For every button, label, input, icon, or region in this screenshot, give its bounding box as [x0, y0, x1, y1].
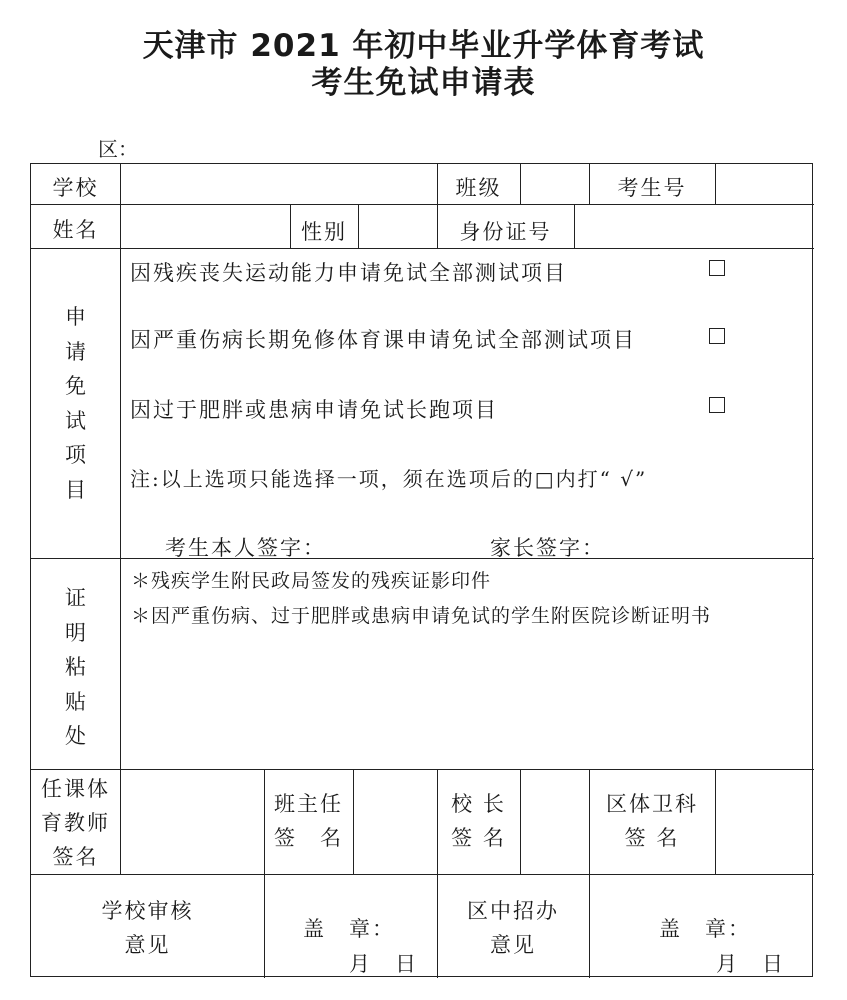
exemption-items-label [31, 300, 120, 507]
proof-attachment-label [31, 581, 120, 754]
class-field[interactable] [522, 166, 587, 202]
row-divider [31, 558, 814, 559]
district-date-label: 月 日 [716, 952, 785, 976]
label-line: 班主任 [274, 792, 343, 816]
label-line: 签 名 [624, 826, 680, 850]
label-char: 免 [65, 374, 86, 398]
id-number-field[interactable] [576, 206, 811, 246]
gender-field[interactable] [360, 206, 435, 246]
label-line: 签名 [52, 845, 99, 869]
principal-signature-field[interactable] [522, 771, 587, 872]
option-serious-injury: 因严重伤病长期免修体育课申请免试全部测试项目 [130, 328, 636, 352]
label-line: 意见 [124, 933, 171, 957]
name-field[interactable] [122, 206, 288, 246]
selection-note: 注:以上选项只能选择一项，须在选项后的□内打“ √” [130, 467, 648, 491]
label-char: 项 [65, 443, 86, 467]
school-stamp-label: 盖 章： [303, 917, 395, 941]
checkbox-serious-injury[interactable] [709, 328, 725, 344]
row-divider [31, 248, 814, 249]
exam-number-label: 考生号 [617, 176, 687, 200]
label-line: 区体卫科 [606, 792, 698, 816]
principal-signature-label [437, 787, 520, 855]
label-line: 任课体 [41, 777, 110, 801]
column-divider [120, 164, 121, 769]
application-form-table [30, 163, 813, 977]
school-date-label: 月 日 [349, 952, 418, 976]
label-line: 签 名 [274, 826, 343, 850]
exam-number-field[interactable] [717, 166, 811, 202]
label-line: 区中招办 [467, 899, 559, 923]
label-line: 学校审核 [101, 899, 194, 923]
label-line: 签 名 [451, 826, 506, 850]
name-label: 姓名 [52, 218, 99, 242]
head-teacher-signature-label [264, 787, 353, 855]
proof-note-medical: ＊因严重伤病、过于肥胖或患病申请免试的学生附医院诊断证明书 [131, 605, 712, 627]
pe-teacher-signature-field[interactable] [122, 771, 262, 872]
district-office-signature-label [589, 787, 715, 855]
gender-label: 性别 [301, 220, 347, 244]
district-admissions-review-label [437, 894, 589, 962]
district-office-signature-field[interactable] [717, 771, 811, 872]
checkbox-obesity-illness[interactable] [709, 397, 725, 413]
head-teacher-signature-field[interactable] [355, 771, 435, 872]
school-field[interactable] [150, 166, 435, 202]
label-char: 试 [65, 408, 86, 433]
label-line: 意见 [490, 933, 536, 957]
district-label: 区： [98, 137, 138, 161]
label-char: 贴 [65, 689, 86, 714]
label-char: 处 [65, 724, 86, 748]
checkbox-disability[interactable] [709, 260, 725, 276]
label-char: 粘 [65, 655, 86, 679]
district-stamp-label: 盖 章： [659, 917, 751, 941]
form-title-line2: 考生免试申请表 [311, 65, 536, 101]
proof-note-disability: ＊残疾学生附民政局签发的残疾证影印件 [131, 570, 492, 592]
pe-teacher-signature-label [31, 772, 120, 874]
label-char: 请 [65, 339, 86, 364]
label-char: 目 [65, 477, 86, 502]
row-divider [31, 874, 814, 875]
label-char: 明 [65, 620, 86, 645]
school-label: 学校 [52, 176, 99, 200]
student-signature-label: 考生本人签字： [165, 536, 326, 560]
option-disability: 因残疾丧失运动能力申请免试全部测试项目 [130, 261, 567, 285]
school-review-label [31, 894, 264, 962]
label-char: 证 [65, 586, 86, 610]
id-number-label: 身份证号 [459, 220, 552, 244]
label-line: 育教师 [41, 811, 110, 835]
label-line: 校 长 [451, 792, 506, 816]
parent-signature-label: 家长签字： [490, 536, 605, 560]
class-label: 班级 [455, 176, 502, 200]
label-char: 申 [65, 305, 86, 329]
option-obesity-illness: 因过于肥胖或患病申请免试长跑项目 [130, 398, 498, 422]
form-title-line1: 天津市 2021 年初中毕业升学体育考试 [142, 28, 705, 64]
